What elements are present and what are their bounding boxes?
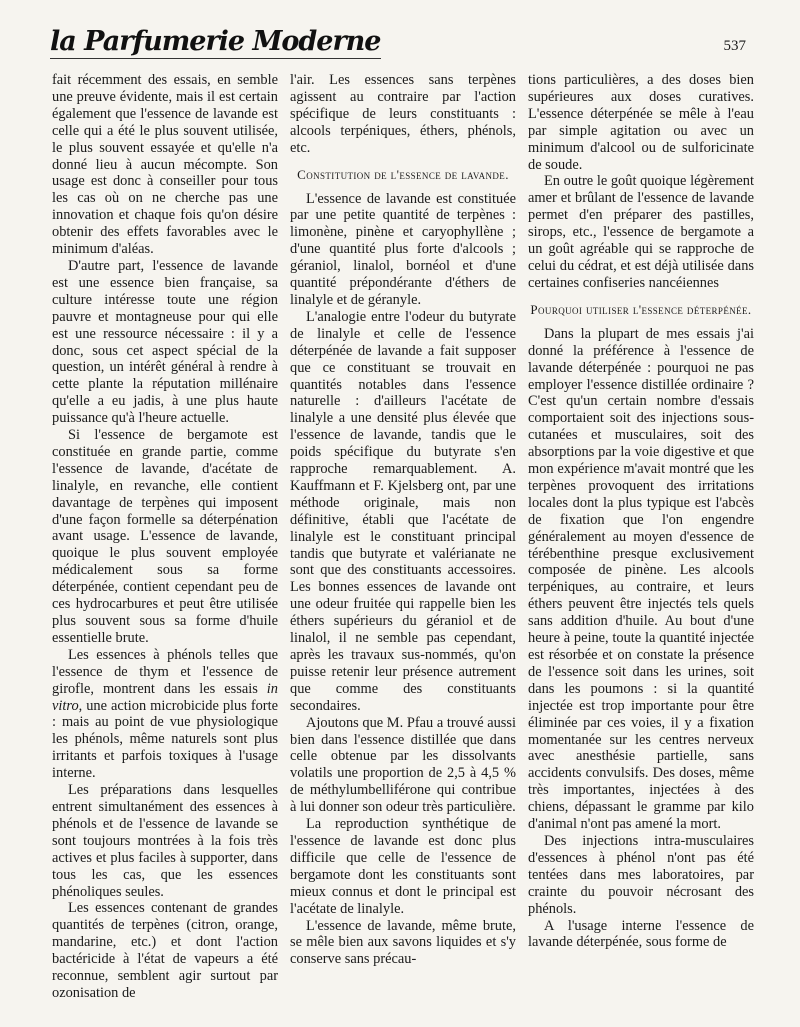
paragraph [52, 647, 278, 782]
journal-masthead: la Parfumerie Moderne [50, 26, 381, 57]
paragraph: D'autre part, l'essence de lavande est une essence bien française, sa culture intéresse toute une région pauvre et montagneuse pour qui elle est une ressource nécessaire : il y a donc, sous cet aspect spécial de la question, un intérêt général à rendre à cette plante la réputation millénaire qu'elle a eu jadis, à une plus haute puissance qu'à l'heure actuelle. [52, 257, 278, 427]
paragraph: tions particulières, a des doses bien supérieures aux doses curatives. L'essence déterpénée se mêle à l'eau par simple agitation ou avec un minimum d'alcool ou de sulforicinate de soude. [528, 72, 754, 173]
italic-term: in vitro [52, 680, 278, 714]
paragraph-text: , une action microbicide plus forte : mais au point de vue physiologique les phénols, même naturels sont plus irritants et parfois toxiques à l'usage interne. [52, 697, 278, 782]
paragraph: En outre le goût quoique légèrement amer et brûlant de l'essence de lavande permet d'en préparer des pastilles, sirops, etc., l'essence de bergamote a un goût agréable qui se rapproche de celui du cédrat, et est déjà utilisée dans certaines confiseries nancéiennes [528, 173, 754, 291]
paragraph: La reproduction synthétique de l'essence de lavande est donc plus difficile que celle de l'essence de bergamote dont les constituants sont mieux connus et dont le principal est l'acétate de linalyle. [290, 816, 516, 917]
paragraph: L'essence de lavande, même brute, se mêle bien aux savons liquides et s'y conserve sans précau- [290, 917, 516, 968]
paragraph: Dans la plupart de mes essais j'ai donné la préférence à l'essence de lavande déterpénée : pourquoi ne pas employer l'essence distillée ordinaire ? C'est qu'un certain nombre d'essais comportaient soit des injections sous-cutanées et musculaires, soit des absorptions par la voie digestive et que mon expérience m'avait montré que les terpènes provoquent des irritations locales dont la plus typique est l'abcès de fixation que l'on engendre généralement au moyen d'essence de térébenthine presque exclusivement composée de pinène. Les alcools terpéniques, au contraire, et leurs éthers peuvent être injectés tels quels sans addition d'huile. Au bout d'une heure à peine, toute la quantité injectée est résorbée et on constate la présence de l'essence soit dans les urines, soit dans les poumons : si la quantité injectée est trop importante pour être éliminée par ces voies, il y a fixation momentanée sur les centres nerveux avec anesthésie partielle, sans accidents convulsifs. Des doses, même très importantes, injectées à des chiens, dépassant le gramme par kilo d'animal n'ont pas amené la mort. [528, 325, 754, 833]
paragraph: l'air. Les essences sans terpènes agissent au contraire par l'action spécifique de leurs constituants : alcools terpéniques, éthers, phénols, etc. [290, 72, 516, 156]
paragraph: Si l'essence de bergamote est constituée en grande partie, comme l'essence de lavande, d'acétate de linalyle, en revanche, elle contient davantage de terpènes qui imposent d'une façon formelle sa déterpénation avant usage. L'essence de lavande, quoique le plus souvent employée médicalement sous sa forme déterpénée, contient cependant peu de ces hydrocarbures et peut être utilisée plus souvent sous sa forme d'huile essentielle brute. [52, 427, 278, 646]
text-column-1 [52, 72, 278, 1002]
paragraph: fait récemment des essais, en semble une preuve évidente, mais il est certain également que l'essence de lavande est celle qui a été le plus souvent utilisée, le plus souvent essayée et qu'elle n'a donné lieu à aucun mécompte. Son usage est donc à conseiller pour tous les cas où on ne cherche pas une innovation et chaque fois qu'on désire obtenir des effets favorables avec le minimum d'aléas. [52, 72, 278, 258]
paragraph: Ajoutons que M. Pfau a trouvé aussi bien dans l'essence distillée que dans celle obtenue par les dissolvants volatils une proportion de 2,5 à 4,5 % de méthylumbelliférone qui contribue à lui donner son odeur très particulière. [290, 714, 516, 816]
paragraph: Les essences contenant de grandes quantités de terpènes (citron, orange, mandarine, etc.) et dont l'action bactéricide à l'état de vapeurs a été reconnue, semblent agir surtout par ozonisation de [52, 900, 278, 1001]
text-column-2 [290, 72, 516, 968]
section-heading: Pourquoi utiliser l'essence déterpénée. [530, 301, 752, 317]
paragraph: L'essence de lavande est constituée par une petite quantité de terpènes : limonène, pinène et caryophyllène ; d'une quantité plus forte d'alcools ; géraniol, linalol, bornéol et d'une quantité prépondérante d'éthers de linalyle et de géranyle. [290, 190, 516, 308]
text-column-3 [528, 72, 754, 951]
paragraph: L'analogie entre l'odeur du butyrate de linalyle et celle de l'essence déterpénée de lavande a fait supposer que ce constituant se trouvait en quantités notables dans l'essence naturelle : d'ailleurs l'acétate de linalyle a une densité plus élevée que l'essence de lavande, tandis que le poids spécifique du butyrate s'en rapproche remarquablement. A. Kauffmann et F. Kjelsberg ont, par une méthode originale, mais non définitive, établi que l'acétate de linalyle est le constituant principal tandis que butyrate et valérianate ne sont que des constituants accessoires. Les bonnes essences de lavande ont une odeur fruitée qui rappelle bien les éthers supérieurs du géraniol et de linalol, il ne semble pas cependant, après les travaux sus-nommés, qu'on puisse retenir leur présence autrement que comme des constituants secondaires. [290, 308, 516, 714]
page-number: 537 [723, 38, 746, 54]
paragraph: Des injections intra-musculaires d'essences à phénol n'ont pas été tentées dans mes laboratoires, par crainte du pouvoir nécrosant des phénols. [528, 832, 754, 917]
paragraph: Les préparations dans lesquelles entrent simultanément des essences à phénols et de l'essence de lavande se sont toujours montrées à la fois très actives et plus faciles à supporter, dans tous les cas, que les essences phénoliques seules. [52, 782, 278, 900]
paragraph: A l'usage interne l'essence de lavande déterpénée, sous forme de [528, 917, 754, 951]
section-heading: Constitution de l'essence de lavande. [297, 166, 509, 182]
paragraph-text: Les essences à phénols telles que l'essence de thym et l'essence de girofle, montrent dans les essais [52, 646, 278, 697]
